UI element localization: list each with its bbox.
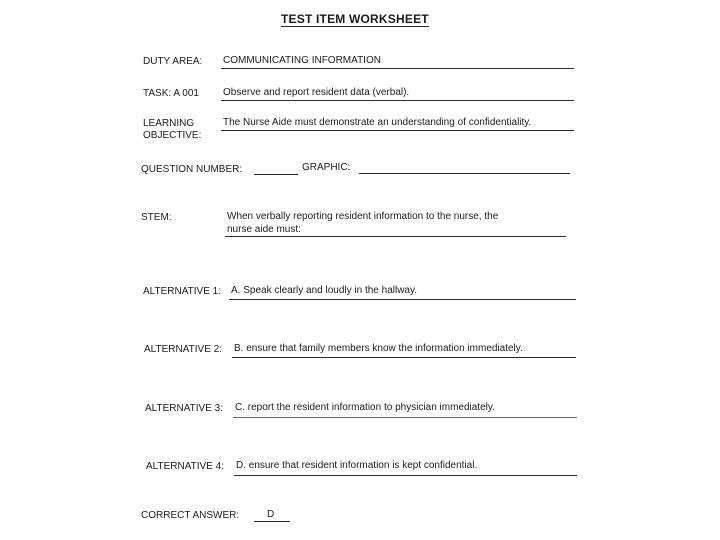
- graphic-label: GRAPHIC:: [302, 162, 351, 173]
- correct-answer-value: D: [267, 509, 275, 520]
- stem-line: [225, 236, 566, 237]
- correct-answer-label: CORRECT ANSWER:: [141, 510, 240, 521]
- learning-objective-label-2: OBJECTIVE:: [143, 130, 202, 141]
- duty-area-label: DUTY AREA:: [143, 56, 203, 67]
- stem-label: STEM:: [141, 212, 172, 223]
- alternative-1-text: A. Speak clearly and loudly in the hallway.: [231, 285, 418, 296]
- question-number-label: QUESTION NUMBER:: [141, 164, 243, 175]
- alternative-4-line: [234, 475, 577, 476]
- stem-line-1: When verbally reporting resident information to the nurse, the: [227, 211, 499, 222]
- learning-objective-line: [221, 130, 574, 131]
- alternative-3-text: C. report the resident information to physician immediately.: [235, 402, 495, 413]
- alternative-2-label: ALTERNATIVE 2:: [144, 344, 222, 355]
- duty-area-line: [221, 68, 574, 69]
- alternative-2-line: [232, 357, 576, 358]
- learning-objective-label-1: LEARNING: [143, 118, 195, 129]
- task-line: [221, 100, 574, 101]
- alternative-1-label: ALTERNATIVE 1:: [143, 286, 221, 297]
- learning-objective-value: The Nurse Aide must demonstrate an understanding of confidentiality.: [223, 117, 532, 128]
- alternative-3-line: [233, 417, 577, 418]
- task-value: Observe and report resident data (verbal).: [223, 87, 410, 98]
- title-underline: [281, 26, 429, 27]
- task-label: TASK: A 001: [143, 88, 199, 99]
- graphic-line: [359, 173, 570, 174]
- alternative-2-text: B. ensure that family members know the information immediately.: [234, 343, 523, 354]
- worksheet-title: TEST ITEM WORKSHEET: [281, 12, 429, 26]
- question-number-line: [254, 174, 298, 175]
- alternative-4-text: D. ensure that resident information is kept confidential.: [236, 460, 478, 471]
- duty-area-value: COMMUNICATING INFORMATION: [223, 55, 381, 66]
- alternative-1-line: [229, 299, 576, 300]
- alternative-4-label: ALTERNATIVE 4:: [146, 461, 224, 472]
- stem-line-2: nurse aide must:: [227, 224, 301, 235]
- correct-answer-line: [254, 521, 290, 522]
- alternative-3-label: ALTERNATIVE 3:: [145, 403, 223, 414]
